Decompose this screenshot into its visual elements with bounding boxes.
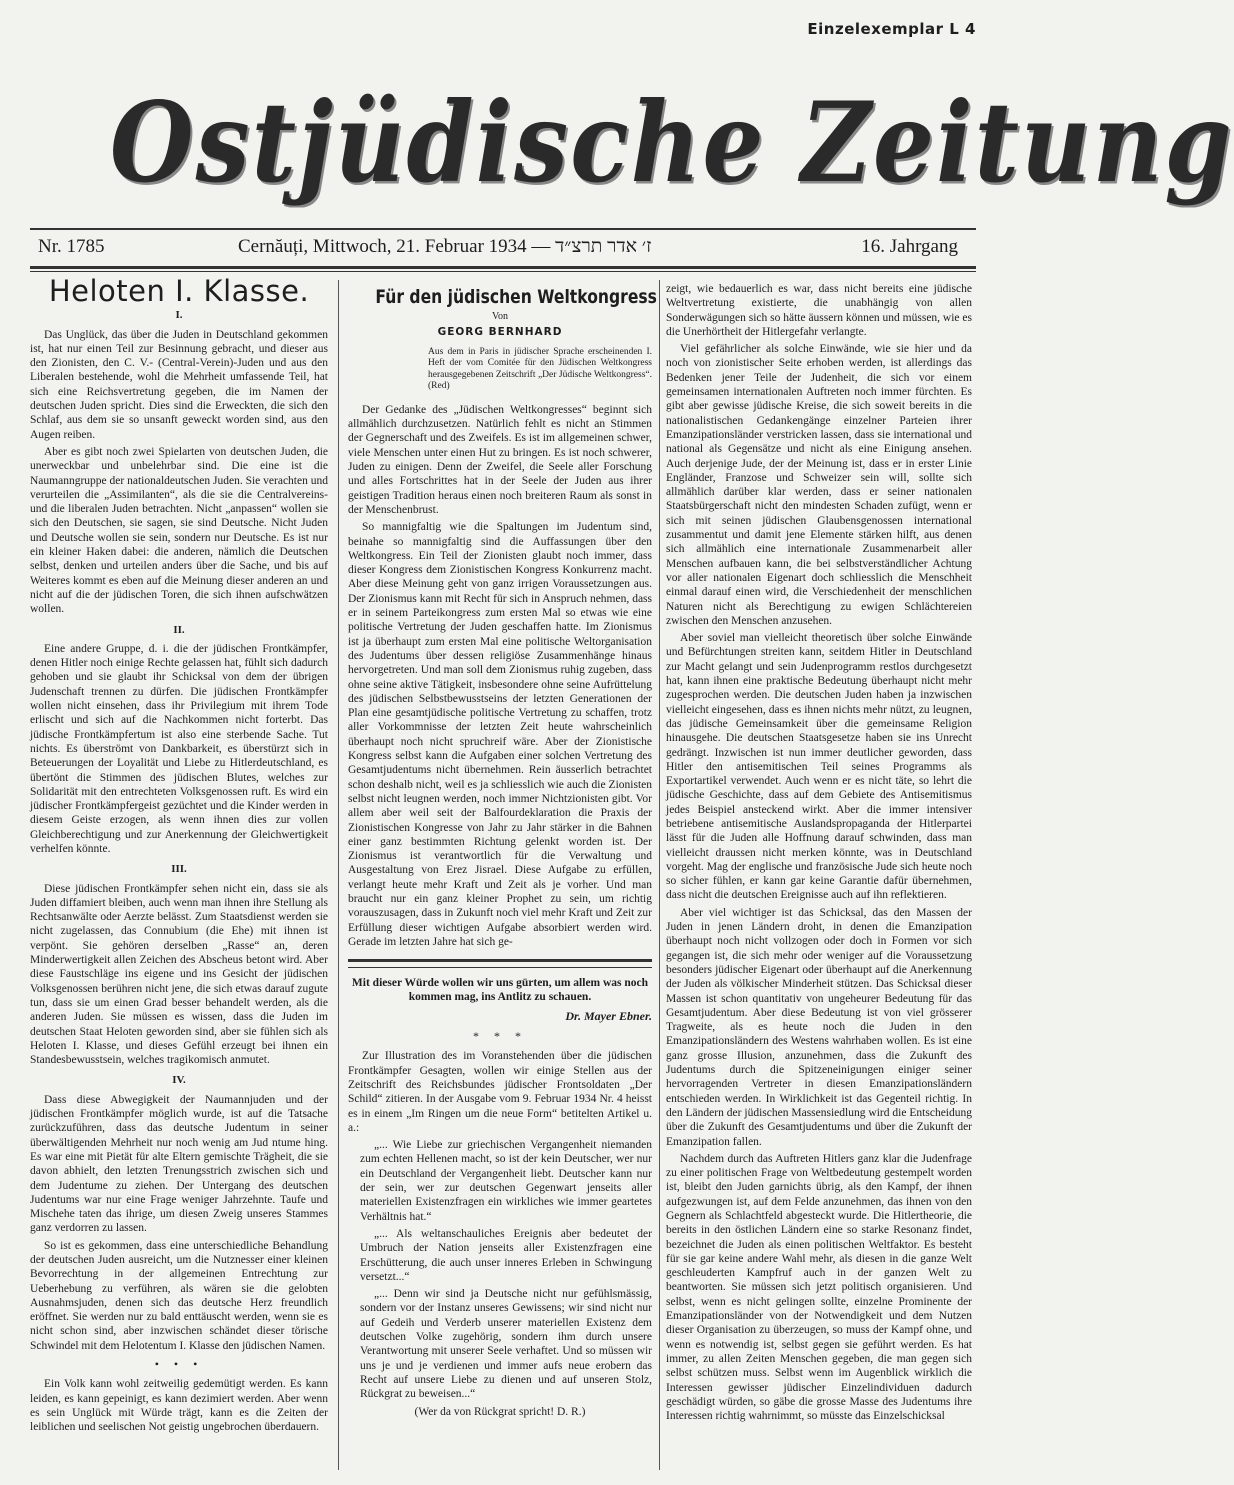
paragraph: Ein Volk kann wohl zeitweilig gedemütigt werden. Es kann leiden, es kann gepeinigt, es kann dezimiert werden. Aber wenn es sein Unglück mit Würde trägt, kann es die Zeiten der leiblichen und seelischen Not geistig ungebrochen überdauern. [30,1378,328,1434]
paragraph: Das Unglück, das über die Juden in Deutschland gekommen ist, hat nur einen Teil zur Besinnung gebracht, und dieser aus den Zionisten, den C. V.- (Central-Verein)-Juden und aus den Liberalen bestehende, wohl die Mehrheit umfassende Teil, hat sich eine Reichsvertretung gegeben, die im Namen der deutschen Juden spricht. Dies sind die Erweckten, die sich den Schlaf, aus dem sie so unsanft geweckt worden sind, aus den Augen reiben. [30,328,328,441]
article-title: Für den jüdischen Weltkongress [375,286,657,308]
paragraph: Aber soviel man vielleicht theoretisch über solche Einwände und Befürchtungen streiten kann, seitdem Hitler in Deutschland zur Macht gelangt und sein Judenprogramm restlos durchgesetzt hat, kann ihnen eine praktische Bedeutung überhaupt nicht mehr zugesprochen werden. Die deutschen Juden haben ja inzwischen vielleicht eingesehen, dass es ihnen nichts mehr nützt, zu leugnen, das jüdische Gemeinsamkeit über die gemeinsame Religion hinausgehe. Die deutschen Staatsgesetze haben sie ins Unrecht gedrängt. Inzwischen ist nun immer deutlicher geworden, dass Hitler den antisemitischen Teil seines Programms als Exportartikel verwendet. Auch wenn er es nicht täte, so lehrt die jüdische Geschichte, dass auf dem Gebiete des Antisemitismus jedes Beispiel ansteckend wirkt. Aber die immer intensiver betriebene antisemitische Auslandspropaganda der Hitlerpartei lässt für die Juden alle Hoffnung darauf schwinden, dass man vielleicht draussen nicht merken könnte, was in Deutschland vorgeht. Mag der englische und französische Jude sich heute noch so sicher fühlen, er kann gar keine Garantie dafür übernehmen, dass nicht die deutschen Ereignisse auch auf ihn reflektieren. [666,632,972,902]
quoted-paragraph: „... Wie Liebe zur griechischen Vergangenheit niemanden zum echten Hellenen macht, so ist der kein Deutscher, wer nur ein Deutschland der Vergangenheit liebt. Deutscher kann nur der sein, wer zur deutschen Gegenwart jenseits aller materiellen Existenzfragen ein wirkliches wie immer geartetes Verhältnis hat.“ [360,1139,652,1223]
section-stars: * * * [473,1029,527,1044]
editor-note: Aus dem in Paris in jüdischer Sprache erscheinenden I. Heft der vom Comitée für den Jüdischen Weltkongress herausgegebenen Zeitschrift „Der Jüdische Weltkongress“. (Red) [428,346,652,392]
issue-number: Nr. 1785 [38,236,105,257]
masthead-rule-bottom [30,266,976,269]
section-number: III. [171,863,187,876]
column-divider-2 [659,280,660,1470]
article-weltkongress-continued [666,282,972,1472]
paragraph: Dass diese Abwegigkeit der Naumannjuden und der jüdischen Frontkämpfer möglich wurde, ist auf die Tatsache zurückzuführen, dass das deutsche Judentum in seiner überwältigenden Mehrheit nur noch wenig am Jud ntume hing. Es war eine mit Pietät für alte Eltern gemischte Trägheit, die sie davon abhielt, den letzten Trenungsstrich zwischen sich und dem Judentume zu ziehen. Der Untergang des deutschen Judentums war nur eine Frage weniger Jahrzehnte. Taufe und Mischehe taten das ihrige, um diesen Zweig unseres Stammes ganz verdorren zu lassen. [30,1093,328,1235]
dateline [38,234,968,264]
paragraph: Viel gefährlicher als solche Einwände, wie sie hier und da noch von zionistischer Seite erhoben werden, ist allerdings das Bedenken jener Teile der Judenheit, die sich vor einem gemeinsamen internationalen Auftreten noch immer fürchten. Es gibt aber gewisse jüdische Kreise, die sich soweit bereits in die nationalistischen Gedankengänge einzelner Parteien ihrer Emanzipationsländer verstricken lassen, dass sie international und national als Gegensätze und nicht als eine Einigung ansehen. Auch derjenige Jude, der der Meinung ist, dass er in erster Linie Engländer, Franzose und Schweizer sein will, sollte sich allmählich darüber klar werden, dass er seiner nationalen Staatsbürgerschaft nicht den mindesten Schaden zufügt, wenn er sich mit seinen jüdischen Glaubensgenossen international zusammentut und damit jene Elemente stärken hilft, aus denen sich allmählich eine internationale Zusammenarbeit aller Menschen aufbauen kann, die bei selbstverständlicher Achtung vor aller nationalen Eigenart doch schliesslich die Menschheit einmal darauf einen wird, die Verschiedenheit der menschlichen Naturen nicht als Berechtigung zu ewigen Schlächtereien zwischen den Menschen anzusehen. [666,343,972,627]
quoted-paragraph: „... Als weltanschauliches Ereignis aber bedeutet der Umbruch der Nation jenseits aller Existenzfragen eine Erschütterung, die auch unser inneres Erleben in Schwingung versetzt...“ [360,1227,652,1283]
article-heloten [30,274,328,1472]
pull-quote-author: Dr. Mayer Ebner. [565,1008,652,1023]
paragraph: So ist es gekommen, dass eine unterschiedliche Behandlung der deutschen Juden ausreicht, um die Nutznesser einer kleinen Bevorrechtung in der allgemeinen Entrechtung zur Ueberhebung zu verführen, als wären sie die gelobten Ausnahmsjuden, denen sich das deutsche Herz freundlich eröffnet. Sie werden nur zu bald enttäuscht werden, wenn sie es nicht schon sind, aber inzwischen schändet dieser törische Schwindel mit dem Helotentum I. Klasse den jüdischen Namen. [30,1239,328,1352]
masthead-rule-top [30,228,976,230]
quoted-paragraph: „... Denn wir sind ja Deutsche nicht nur gefühlsmässig, sondern vor der Instanz unseres Gewissens; wir sind nicht nur auf Gedeih und Verderb unserer materiellen Existenz dem deutschen Volke zugehörig, sondern ihm durch unsere Verantwortung mit unserer Seele verhaftet. Und so müssen wir uns je und je verdienen und immer aufs neue erobern das Recht auf unsere Liebe zu dienen und auf unseren Stolz, Rückgrat zu beweisen...“ [360,1288,652,1401]
column-divider-1 [338,280,339,1470]
byline-prefix: Von [492,311,508,323]
paragraph: Eine andere Gruppe, d. i. die der jüdischen Frontkämpfer, denen Hitler noch einige Rechte gelassen hat, fühlt sich dadurch gehoben und sie glaubt ihr Schicksal von dem der übrigen Judenschaft trennen zu dürfen. Die jüdischen Frontkämpfer wollen nicht einsehen, dass ihr Privilegium mit ihrem Tode erlischt und sich auf die Nachkommen nicht forterbt. Das jüdische Frontkämpfertum ist also eine sterbende Sache. Tut nichts. Es überströmt von Dankbarkeit, es überstürzt sich in Beteuerungen der Loyalität und Liebe zu Hitlerdeutschland, es übertönt die Stimmen des jüdischen Blutes, welches zur Solidarität mit den entrechteten Volksgenossen ruft. Es wird ein jüdischer Frontkämpfergeist gezüchtet und die Kinder werden in diesem Geiste erzogen, als wenn ihnen dies zur vollen Gleichberechtigung und zur Anerkennung der Gleichwertigkeit verhelfen könnte. [30,642,328,855]
paragraph: Diese jüdischen Frontkämpfer sehen nicht ein, dass sie als Juden diffamiert bleiben, auch wenn man ihnen ihre Stellung als Rechtsanwälte oder Aerzte belässt. Zum Staatsdienst werden sie nicht zugelassen, das Connubium (die Ehe) mit ihnen ist verpönt. Sie gehören derselben „Rasse“ an, deren Minderwertigkeit allen Zeichen des Abscheus betont wird. Aber diese Faustschläge ins eigene und ins Gesicht der jüdischen Volksgenossen berühren nicht jene, die sich etwas darauf zugute tun, dass sie um einen Grad besser behandelt werden, als die anderen Juden. Sie müssen es wissen, dass die Juden im deutschen Staat Heloten geworden sind, aber sie fühlen sich als Heloten I. Klasse, und dieses Gefühl erzeugt bei ihnen ein Standesbewusstsein, welches tragikomisch anmutet. [30,882,328,1067]
section-number: IV. [172,1074,186,1087]
paragraph: zeigt, wie bedauerlich es war, dass nicht bereits eine jüdische Weltvertretung existierte, die unabhängig von allen Sonderwägungen sich so hätte äussern können und müssen, wie es die Unerhörtheit der Hitlergefahr verlangte. [666,283,972,338]
article-title: Heloten I. Klasse. [48,274,310,308]
section-divider [348,959,652,968]
pull-quote: Mit dieser Würde wollen wir uns gürten, um allem was noch kommen mag, ins Antlitz zu schauen. [351,977,649,1004]
masthead [110,55,1234,230]
section-number: I. [175,309,183,322]
paragraph: Der Gedanke des „Jüdischen Weltkongresses“ beginnt sich allmählich durchzusetzen. Natürlich fehlt es nicht an Stimmen der Gegnerschaft und des Zweifels. Es ist im allgemeinen schwer, viele Menschen unter einen Hut zu bringen. Es ist noch schwerer, Juden zu einigen. Denn der Zweifel, die Seele aller Forschung und alles Fortschrittes hat in der Seele der Juden aus ihrer geistigen Tradition heraus einen noch breiteren Raum als sonst in der Menschenbrust. [348,403,652,516]
paragraph: Nachdem durch das Auftreten Hitlers ganz klar die Judenfrage zu einer politischen Frage von Weltbedeutung gestempelt worden ist, bleibt den Juden garnichts übrig, als den Kampf, der ihnen aufgezwungen ist, auf dem Felde anzunehmen, das ihnen von den Gegnern als Schlachtfeld abgesteckt wurde. Die Hitlertheorie, die bereits in den östlichen Ländern eine so starke Resonanz findet, bezeichnet die Juden als einen politischen Weltfaktor. Es besteht für sie gar keine andere Wahl mehr, als diesen in die ganze Welt geschleuderten Kampfruf auch in der ganzen Welt zu beantworten. Sie müssen sich jetzt politisch organisieren. Und selbst, wenn es nicht gelingen sollte, einzelne Prominente der Emanzipationsländer von der Notwendigkeit und dem Nutzen dieser Organisation zu überzeugen, so muss der Kampf ohne, und wenn es notwendig ist, selbst gegen sie geführt werden. Es hat immer, zu allen Zeiten Menschen gegeben, die man gegen sich selbst schützen muss. Selbst wenn im Augenblick wirklich die Interessen gewisser jüdischer Einzelindividuen dadurch geschädigt würden, so gäbe die grosse Masse des Judentums ihre Interessen richtig wahrnimmt, so müsste das Einzelschicksal [666,1152,972,1423]
issue-place-date: Cernăuți, Mittwoch, 21. Februar 1934 — ז׳ אדר תרצ״ד [238,236,652,257]
paragraph: So mannigfaltig wie die Spaltungen im Judentum sind, beinahe so mannigfaltig sind die Auffassungen über den Weltkongress. Ein Teil der Zionisten glaubt noch immer, dass dieser Kongress dem Zionistischen Kongress Konkurrenz macht. Aber diese Meinung geht von ganz irrigen Voraussetzungen aus. Der Zionismus kann mit Recht für sich in Anspruch nehmen, dass er in seinem Parteikongress zum ersten Mal so etwas wie eine politische Vertretung der Juden geschaffen hatte. Im Zionismus ist ja überhaupt zum ersten Mal eine politische Weltorganisation des Judentums über dessen religiöse Zusammenhänge hinaus hervorgetreten. Und man soll dem Zionismus ruhig zugeben, dass ohne seine aktive Tätigkeit, insbesondere ohne seine Aufrüttelung des jüdischen Selbstbewusstseins der letzten Generationen der Plan eine gesamtjüdische politische Vertretung zu schaffen, trotz aller Vorkommnisse der letzten Zeit heute wahrscheinlich überhaupt noch nicht spruchreif wäre. Aber der Zionistische Kongress selbst kann die Aufgaben einer solchen Vertretung des Gesamtjudentums nicht übernehmen. Rein äusserlich betrachtet schon deshalb nicht, weil es ja schliesslich wie auch die Zionisten selbst nicht leugnen werden, noch immer Nichtzionisten gibt. Vor allem aber weil seit der Balfourdeklaration die Praxis der Zionistischen Kongresse von Jahr zu Jahr stärker in die Bahnen einer ganz bestimmten Richtung gelenkt worden ist. Der Zionismus ist verantwortlich für die Verwaltung und Ausgestaltung von Erez Jisrael. Diese Aufgabe zu erfüllen, verlangt heute mehr Kraft und Zeit als je vorher. Und man braucht nur ein ganz kleiner Prophet zu sein, um richtig vorauszusagen, dass in Zukunft noch viel mehr Kraft und Zeit zur Erfüllung dieser wichtigen Aufgabe absorbiert werden wird. Gerade im letzten Jahre hat sich ge- [348,521,652,948]
paragraph: Aber es gibt noch zwei Spielarten von deutschen Juden, die unerweckbar und unbelehrbar sind. Die eine ist die Naumanngruppe der nationaldeutschen Juden. Sie verachten und verurteilen die „Assimilanten“, als die sie die Centralvereins- und die liberalen Juden betrachten. Nicht „anpassen“ wollen sie sich den Deutschen, sie sagen, sie sind Deutsche. Nicht Juden und Deutsche wollen sie sein, sondern nur Deutsche. Es ist nur ein kleiner Haken dabei: die anderen, nämlich die Deutschen selbst, denken und urteilen anders über die Sache, und bis auf Weiteres kommt es eben auf die Meinung dieser anderen an und nicht auf die der jüdischen Toren, die sich ihnen aufschwätzen wollen. [30,445,328,616]
issue-volume: 16. Jahrgang [861,236,958,257]
editor-remark: (Wer da von Rückgrat spricht! D. R.) [414,1406,586,1419]
article-weltkongress [348,282,657,1472]
section-number: II. [173,623,185,636]
masthead-title: Ostjüdische Zeitung [110,77,1234,208]
paragraph: Aber viel wichtiger ist das Schicksal, das den Massen der Juden in jenen Ländern droht, in denen die Emanzipation überhaupt noch nicht vollzogen oder doch in Formen vor sich gegangen ist, die sich mehr oder weniger auf die Voraussetzung besonders jüdischer Eigenart oder überhaupt auf die Anerkennung der Juden als völkischer Minderheit stützen. Das Schicksal dieser Massen ist schon quantitativ von ungeheurer Bedeutung für das Gesamtjudentum. Aber diese Bedeutung ist von viel grösserer Tragweite, als es heute noch die Juden in den Emanzipationsländern des Westens wahrhaben wollen. Es ist eine ganz grosse Illusion, anzunehmen, dass die Zukunft des Judentums durch die Spitzeneinigungen einiger seiner hervorragenden Vertreter in diesen Emanzipationsländern entschieden werden. In Wirklichkeit ist das Gegenteil richtig. In den Ländern der jüdischen Massensiedlung wird die Entscheidung über die Zukunft des Gesamtjudentums und über die Zukunft der Emanzipation fallen. [666,906,972,1148]
paragraph: Zur Illustration des im Voranstehenden über die jüdischen Frontkämpfer Gesagten, wollen wir einige Stellen aus der Zeitschrift des Reichsbundes jüdischer Frontsoldaten „Der Schild“ zitieren. In der Ausgabe vom 9. Februar 1934 Nr. 4 heisst es in einem „Im Ringen um die neue Form“ betitelten Artikel u. a.: [348,1050,652,1134]
section-dots: • • • [154,1357,204,1372]
byline-author: GEORG BERNHARD [437,325,563,338]
edition-label: Einzelexemplar L 4 [807,20,976,38]
masthead-rule-bottom-thin [30,271,976,272]
